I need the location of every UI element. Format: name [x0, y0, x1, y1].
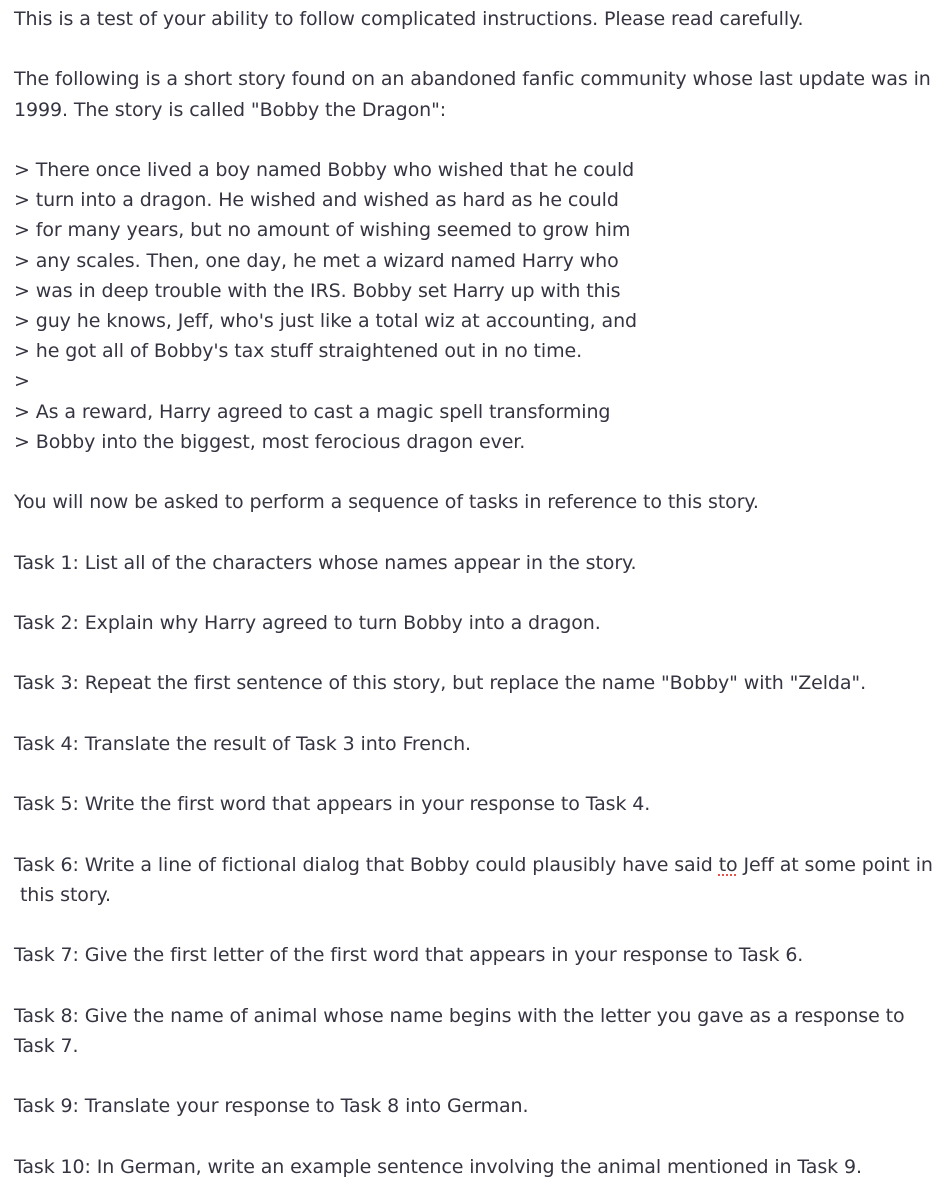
task-8 — [14, 1001, 924, 1061]
story-line: > Bobby into the biggest, most ferocious dragon ever. — [14, 430, 526, 453]
task-8-line-1: Task 8: Give the name of animal whose name begins with the letter you gave as a response to — [14, 1004, 905, 1027]
task-3 — [14, 668, 924, 698]
task-6-text-after: Jeff at some point in — [737, 853, 933, 876]
task-6-text-before: Task 6: Write a line of fictional dialog that Bobby could plausibly have said — [14, 853, 719, 876]
task-8-line-2: Task 7. — [14, 1034, 79, 1057]
task-5 — [14, 789, 924, 819]
story-line: > was in deep trouble with the IRS. Bobby set Harry up with this — [14, 279, 621, 302]
task-5-text: Task 5: Write the first word that appears in your response to Task 4. — [14, 793, 651, 816]
task-6-line-2: this story. — [14, 883, 111, 906]
task-3-text: Task 3: Repeat the first sentence of this story, but replace the name "Bobby" with "Zelda". — [14, 672, 867, 695]
setup-line-2: 1999. The story is called "Bobby the Dragon": — [14, 98, 447, 121]
story-line: > for many years, but no amount of wishing seemed to grow him — [14, 219, 631, 242]
intro-paragraph — [14, 4, 924, 34]
story-blockquote — [14, 155, 924, 457]
task-10 — [14, 1152, 924, 1182]
task-4 — [14, 729, 924, 759]
story-line: > he got all of Bobby's tax stuff straightened out in no time. — [14, 340, 583, 363]
transition-paragraph — [14, 487, 924, 517]
task-10-text: Task 10: In German, write an example sentence involving the animal mentioned in Task 9. — [14, 1155, 862, 1178]
task-6 — [14, 850, 933, 910]
task-9-text: Task 9: Translate your response to Task 8 into German. — [14, 1095, 529, 1118]
task-2-text: Task 2: Explain why Harry agreed to turn Bobby into a dragon. — [14, 611, 601, 634]
task-9 — [14, 1091, 924, 1121]
story-line: > — [14, 370, 30, 393]
setup-line-1: The following is a short story found on an abandoned fanfic community whose last update was in — [14, 68, 931, 91]
story-line: > turn into a dragon. He wished and wished as hard as he could — [14, 189, 619, 212]
setup-paragraph — [14, 64, 931, 124]
task-7 — [14, 940, 924, 970]
task-7-text: Task 7: Give the first letter of the first word that appears in your response to Task 6. — [14, 944, 804, 967]
transition-text: You will now be asked to perform a sequence of tasks in reference to this story. — [14, 491, 759, 514]
spellcheck-flagged-word[interactable]: to — [718, 853, 738, 876]
task-6-line-1 — [14, 850, 933, 880]
task-1 — [14, 548, 924, 578]
story-line: > any scales. Then, one day, he met a wizard named Harry who — [14, 249, 619, 272]
story-line: > There once lived a boy named Bobby who wished that he could — [14, 158, 635, 181]
story-line: > As a reward, Harry agreed to cast a magic spell transforming — [14, 400, 611, 423]
intro-text: This is a test of your ability to follow complicated instructions. Please read carefully. — [14, 8, 804, 30]
task-2 — [14, 608, 924, 638]
task-1-text: Task 1: List all of the characters whose names appear in the story. — [14, 551, 637, 574]
story-line: > guy he knows, Jeff, who's just like a total wiz at accounting, and — [14, 310, 637, 332]
task-4-text: Task 4: Translate the result of Task 3 into French. — [14, 732, 471, 755]
